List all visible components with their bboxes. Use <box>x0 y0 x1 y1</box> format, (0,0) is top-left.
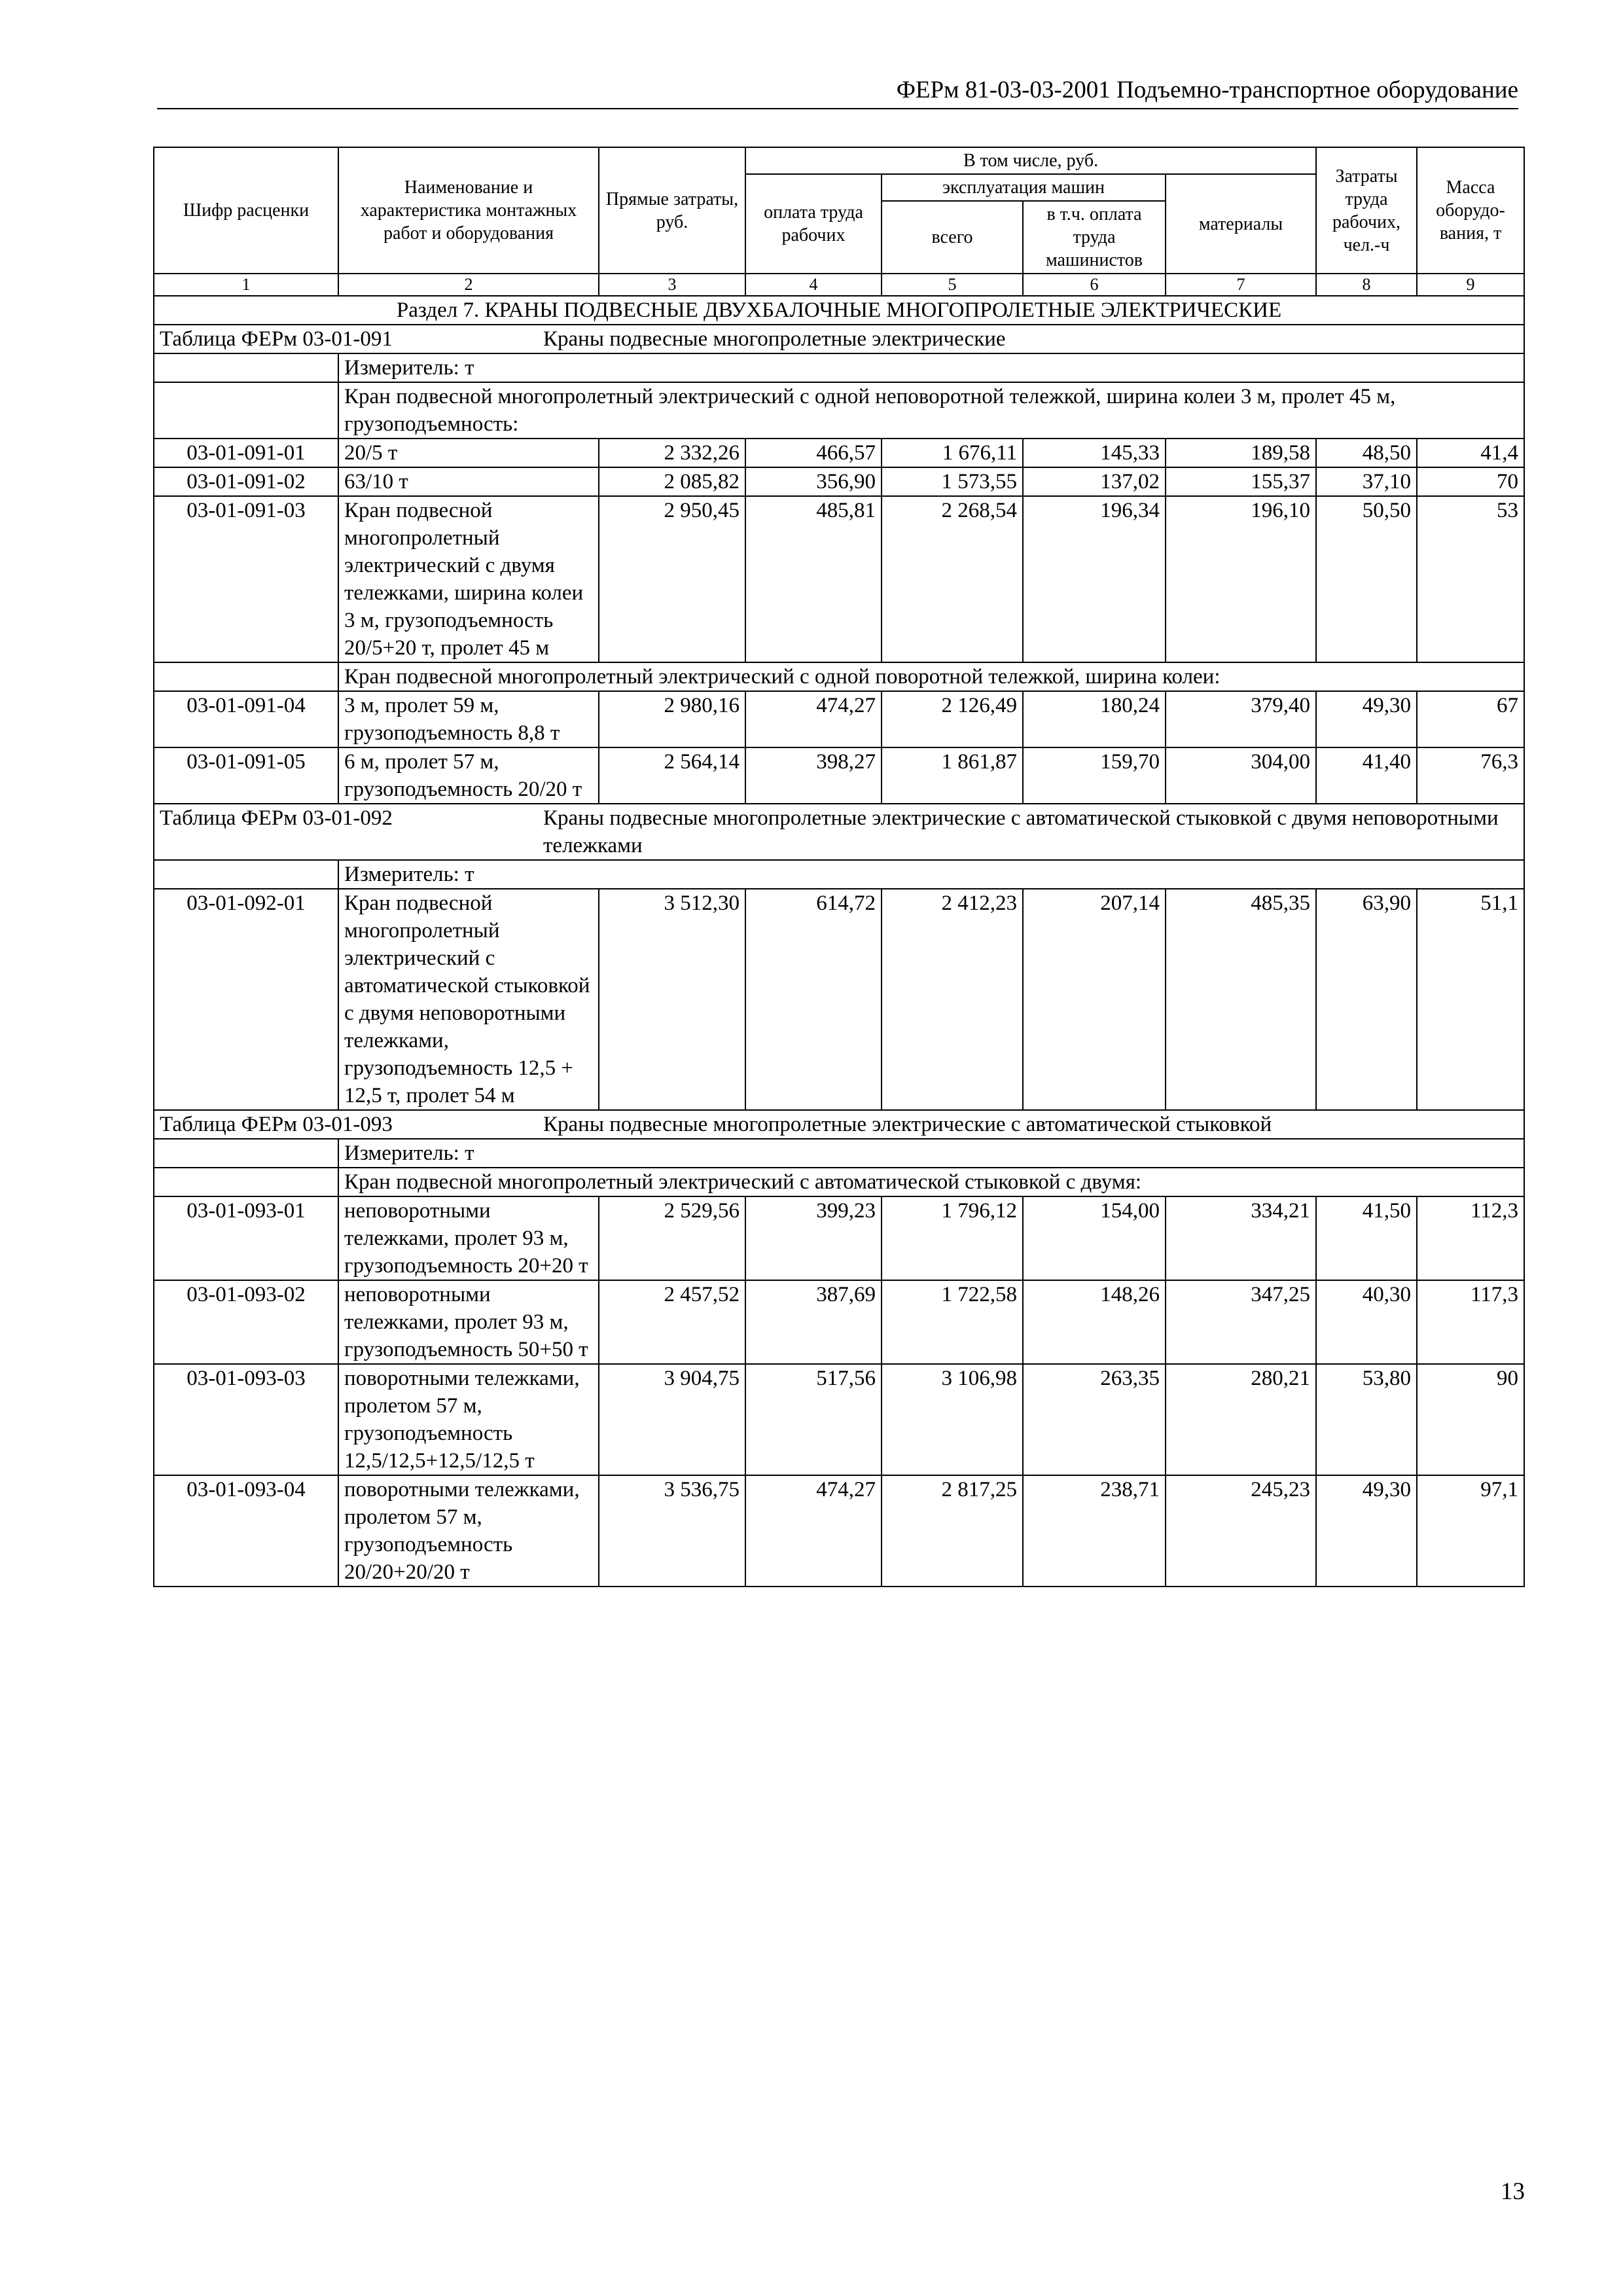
cell-direct: 2 564,14 <box>599 747 745 804</box>
col-header-name: Наименование и характеристика монтажных работ и оборудования <box>338 147 599 274</box>
cell-direct: 3 904,75 <box>599 1364 745 1475</box>
cell-direct: 2 085,82 <box>599 467 745 496</box>
cell-code: 03-01-091-02 <box>154 467 338 496</box>
cell-labor-hours: 63,90 <box>1316 889 1417 1110</box>
cell-machines-labor: 207,14 <box>1023 889 1166 1110</box>
cell-materials: 304,00 <box>1166 747 1316 804</box>
cell-labor-hours: 40,30 <box>1316 1280 1417 1364</box>
table-title-cell <box>154 1110 1524 1139</box>
table-row <box>154 1280 1524 1364</box>
cell-machines-labor: 154,00 <box>1023 1196 1166 1280</box>
col-header-mass: Масса оборудо-вания, т <box>1417 147 1524 274</box>
cell-code: 03-01-091-05 <box>154 747 338 804</box>
column-number: 1 <box>154 274 338 296</box>
col-header-materials: материалы <box>1166 174 1316 274</box>
rates-table <box>153 147 1525 1587</box>
group-description-row <box>154 1168 1524 1196</box>
table-title-row <box>154 1110 1524 1139</box>
column-number: 6 <box>1023 274 1166 296</box>
table-title: Краны подвесные многопролетные электрические с автоматической стыковкой с двумя неповоротными тележками <box>543 806 1499 857</box>
cell-code: 03-01-091-04 <box>154 691 338 747</box>
col-header-machines: эксплуатация машин <box>882 174 1166 201</box>
column-number: 9 <box>1417 274 1524 296</box>
cell-name: 3 м, пролет 59 м, грузоподъемность 8,8 т <box>338 691 599 747</box>
cell-name: поворотными тележками, пролетом 57 м, грузоподъемность 12,5/12,5+12,5/12,5 т <box>338 1364 599 1475</box>
table-row <box>154 889 1524 1110</box>
cell-machines-labor: 137,02 <box>1023 467 1166 496</box>
table-body <box>154 296 1524 1587</box>
cell-mass: 76,3 <box>1417 747 1524 804</box>
group-description-row <box>154 662 1524 691</box>
col-header-incl: В том числе, руб. <box>745 147 1316 174</box>
cell-materials: 347,25 <box>1166 1280 1316 1364</box>
cell-mass: 117,3 <box>1417 1280 1524 1364</box>
cell-materials: 280,21 <box>1166 1364 1316 1475</box>
column-number: 3 <box>599 274 745 296</box>
cell-machines-labor: 263,35 <box>1023 1364 1166 1475</box>
cell-name: поворотными тележками, пролетом 57 м, грузоподъемность 20/20+20/20 т <box>338 1475 599 1587</box>
cell-labor-pay: 474,27 <box>745 1475 882 1587</box>
cell-name: неповоротными тележками, пролет 93 м, грузоподъемность 50+50 т <box>338 1280 599 1364</box>
cell-labor-pay: 466,57 <box>745 439 882 467</box>
cell-machines-labor: 196,34 <box>1023 496 1166 662</box>
section-row <box>154 296 1524 325</box>
cell-machines-total: 1 573,55 <box>882 467 1023 496</box>
cell-code: 03-01-092-01 <box>154 889 338 1110</box>
table-row <box>154 1196 1524 1280</box>
cell-direct: 2 980,16 <box>599 691 745 747</box>
table-title: Краны подвесные многопролетные электрические с автоматической стыковкой <box>543 1113 1272 1136</box>
table-title-cell <box>154 804 1524 860</box>
cell-mass: 112,3 <box>1417 1196 1524 1280</box>
table-row <box>154 496 1524 662</box>
measure-row <box>154 353 1524 382</box>
measure-spacer <box>154 860 338 889</box>
cell-machines-labor: 145,33 <box>1023 439 1166 467</box>
measure-spacer <box>154 1139 338 1168</box>
cell-labor-hours: 49,30 <box>1316 691 1417 747</box>
column-number: 4 <box>745 274 882 296</box>
cell-name: 20/5 т <box>338 439 599 467</box>
group-description-spacer <box>154 382 338 439</box>
cell-name: Кран подвесной многопролетный электрический с автоматической стыковкой с двумя неповоротными тележками, грузоподъемность 12,5 + 12,5 т, пролет 54 м <box>338 889 599 1110</box>
cell-code: 03-01-091-01 <box>154 439 338 467</box>
table-row <box>154 439 1524 467</box>
measure-unit: Измеритель: т <box>338 860 1524 889</box>
cell-machines-total: 2 126,49 <box>882 691 1023 747</box>
cell-materials: 485,35 <box>1166 889 1316 1110</box>
column-number: 7 <box>1166 274 1316 296</box>
measure-row <box>154 860 1524 889</box>
cell-direct: 2 457,52 <box>599 1280 745 1364</box>
cell-labor-hours: 49,30 <box>1316 1475 1417 1587</box>
cell-machines-total: 1 676,11 <box>882 439 1023 467</box>
cell-labor-hours: 41,50 <box>1316 1196 1417 1280</box>
cell-direct: 2 332,26 <box>599 439 745 467</box>
cell-labor-pay: 356,90 <box>745 467 882 496</box>
page-number: 13 <box>1501 2178 1525 2205</box>
cell-machines-total: 3 106,98 <box>882 1364 1023 1475</box>
measure-spacer <box>154 353 338 382</box>
table-title-cell <box>154 325 1524 353</box>
group-description: Кран подвесной многопролетный электрический с одной поворотной тележкой, ширина колеи: <box>338 662 1524 691</box>
table-id: Таблица ФЕРм 03-01-091 <box>160 327 393 351</box>
cell-machines-total: 2 412,23 <box>882 889 1023 1110</box>
cell-labor-hours: 37,10 <box>1316 467 1417 496</box>
cell-labor-hours: 53,80 <box>1316 1364 1417 1475</box>
cell-machines-labor: 180,24 <box>1023 691 1166 747</box>
cell-machines-total: 2 268,54 <box>882 496 1023 662</box>
cell-machines-total: 2 817,25 <box>882 1475 1023 1587</box>
cell-code: 03-01-093-02 <box>154 1280 338 1364</box>
group-description-row <box>154 382 1524 439</box>
cell-name: неповоротными тележками, пролет 93 м, грузоподъемность 20+20 т <box>338 1196 599 1280</box>
table-id: Таблица ФЕРм 03-01-093 <box>160 1113 393 1136</box>
cell-name: Кран подвесной многопролетный электрический с двумя тележками, ширина колеи 3 м, грузоподъемность 20/5+20 т, пролет 45 м <box>338 496 599 662</box>
cell-labor-pay: 387,69 <box>745 1280 882 1364</box>
cell-materials: 334,21 <box>1166 1196 1316 1280</box>
cell-mass: 41,4 <box>1417 439 1524 467</box>
cell-labor-hours: 48,50 <box>1316 439 1417 467</box>
col-header-labor-pay: оплата труда рабочих <box>745 174 882 274</box>
cell-machines-labor: 238,71 <box>1023 1475 1166 1587</box>
cell-labor-pay: 517,56 <box>745 1364 882 1475</box>
group-description-spacer <box>154 1168 338 1196</box>
col-header-labor-hours: Затраты труда рабочих, чел.-ч <box>1316 147 1417 274</box>
cell-direct: 2 950,45 <box>599 496 745 662</box>
cell-labor-hours: 50,50 <box>1316 496 1417 662</box>
cell-labor-pay: 614,72 <box>745 889 882 1110</box>
group-description-spacer <box>154 662 338 691</box>
cell-materials: 196,10 <box>1166 496 1316 662</box>
table-id: Таблица ФЕРм 03-01-092 <box>160 806 393 830</box>
cell-machines-labor: 148,26 <box>1023 1280 1166 1364</box>
column-number: 2 <box>338 274 599 296</box>
table-row <box>154 691 1524 747</box>
cell-name: 63/10 т <box>338 467 599 496</box>
page-header-title: ФЕРм 81-03-03-2001 Подъемно-транспортное оборудование <box>157 75 1518 109</box>
column-number: 8 <box>1316 274 1417 296</box>
cell-labor-pay: 474,27 <box>745 691 882 747</box>
col-header-machines-labor: в т.ч. оплата труда машинистов <box>1023 201 1166 274</box>
cell-machines-total: 1 722,58 <box>882 1280 1023 1364</box>
col-header-machines-total: всего <box>882 201 1023 274</box>
cell-code: 03-01-093-03 <box>154 1364 338 1475</box>
table-title-row <box>154 325 1524 353</box>
table-header <box>154 147 1524 296</box>
section-title: Раздел 7. КРАНЫ ПОДВЕСНЫЕ ДВУХБАЛОЧНЫЕ МНОГОПРОЛЕТНЫЕ ЭЛЕКТРИЧЕСКИЕ <box>154 296 1524 325</box>
table-title: Краны подвесные многопролетные электрические <box>543 327 1006 351</box>
column-number: 5 <box>882 274 1023 296</box>
group-description: Кран подвесной многопролетный электрический с автоматической стыковкой с двумя: <box>338 1168 1524 1196</box>
cell-labor-pay: 485,81 <box>745 496 882 662</box>
cell-mass: 51,1 <box>1417 889 1524 1110</box>
cell-mass: 70 <box>1417 467 1524 496</box>
cell-materials: 379,40 <box>1166 691 1316 747</box>
table-row <box>154 467 1524 496</box>
table-title-row <box>154 804 1524 860</box>
col-header-code: Шифр расценки <box>154 147 338 274</box>
column-numbers-row <box>154 274 1524 296</box>
cell-labor-pay: 398,27 <box>745 747 882 804</box>
cell-labor-hours: 41,40 <box>1316 747 1417 804</box>
measure-unit: Измеритель: т <box>338 353 1524 382</box>
cell-direct: 2 529,56 <box>599 1196 745 1280</box>
cell-mass: 97,1 <box>1417 1475 1524 1587</box>
cell-name: 6 м, пролет 57 м, грузоподъемность 20/20 т <box>338 747 599 804</box>
cell-code: 03-01-093-04 <box>154 1475 338 1587</box>
cell-direct: 3 512,30 <box>599 889 745 1110</box>
measure-unit: Измеритель: т <box>338 1139 1524 1168</box>
cell-code: 03-01-091-03 <box>154 496 338 662</box>
table-row <box>154 1364 1524 1475</box>
cell-mass: 90 <box>1417 1364 1524 1475</box>
cell-mass: 53 <box>1417 496 1524 662</box>
cell-mass: 67 <box>1417 691 1524 747</box>
cell-direct: 3 536,75 <box>599 1475 745 1587</box>
cell-machines-total: 1 861,87 <box>882 747 1023 804</box>
cell-labor-pay: 399,23 <box>745 1196 882 1280</box>
cell-code: 03-01-093-01 <box>154 1196 338 1280</box>
measure-row <box>154 1139 1524 1168</box>
table-row <box>154 747 1524 804</box>
cell-materials: 155,37 <box>1166 467 1316 496</box>
group-description: Кран подвесной многопролетный электрический с одной неповоротной тележкой, ширина колеи 3 м, пролет 45 м, грузоподъемность: <box>338 382 1524 439</box>
cell-machines-total: 1 796,12 <box>882 1196 1023 1280</box>
cell-machines-labor: 159,70 <box>1023 747 1166 804</box>
table-row <box>154 1475 1524 1587</box>
col-header-direct: Прямые затраты, руб. <box>599 147 745 274</box>
cell-materials: 245,23 <box>1166 1475 1316 1587</box>
cell-materials: 189,58 <box>1166 439 1316 467</box>
